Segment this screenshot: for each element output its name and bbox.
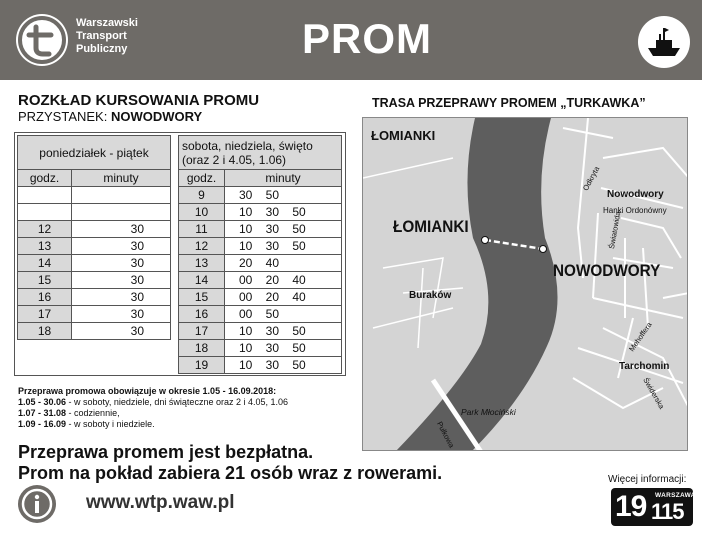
map-label-hanki: Hanki Ordonówny [603, 206, 667, 215]
weekend-minutes-cell [225, 238, 342, 255]
weekend-hour-cell: 17 [179, 323, 225, 340]
badge-115: 115 [651, 499, 684, 524]
weekend-timetable [178, 135, 342, 374]
validity-line-1-dates: 1.05 - 30.06 [18, 397, 67, 407]
weekend-minutes-cell [225, 340, 342, 357]
weekday-minutes-cell [72, 289, 171, 306]
website-link[interactable]: www.wtp.waw.pl [86, 492, 235, 513]
validity-line-3 [18, 419, 348, 430]
weekend-minutes-value: 10 30 50 [239, 341, 306, 355]
validity-note [18, 386, 348, 430]
weekend-row [179, 357, 342, 374]
weekday-row [18, 289, 171, 306]
weekday-minutes-cell [72, 323, 171, 340]
map-label-lomianki: ŁOMIANKI [393, 217, 469, 236]
weekend-hour-cell: 14 [179, 272, 225, 289]
weekday-hour-cell: 17 [18, 306, 72, 323]
weekend-hour-cell: 15 [179, 289, 225, 306]
weekday-row [18, 255, 171, 272]
validity-line-2 [18, 408, 348, 419]
weekday-minutes-value: 30 [130, 239, 144, 253]
weekday-minutes-cell [72, 187, 171, 204]
weekend-hour-cell: 13 [179, 255, 225, 272]
weekend-row [179, 187, 342, 204]
weekend-hour-cell: 9 [179, 187, 225, 204]
weekday-col-minutes: minuty [72, 170, 171, 187]
weekend-minutes-value: 20 40 [239, 256, 280, 270]
map-label-nowodwory: Nowodwory [607, 189, 664, 200]
weekday-row [18, 187, 171, 204]
weekday-minutes-cell [72, 272, 171, 289]
map-label-buraki: Buraków [409, 290, 452, 301]
warszawa-19115-badge[interactable] [611, 488, 696, 526]
route-end-point [540, 246, 547, 253]
map-label-swiderska: Świderska [641, 376, 667, 411]
free-note: Przeprawa promem jest bezpłatna. [18, 442, 314, 462]
weekend-minutes-value: 10 30 50 [239, 239, 306, 253]
weekend-row [179, 238, 342, 255]
weekday-minutes-value: 30 [130, 290, 144, 304]
weekend-minutes-cell [225, 357, 342, 374]
map-label-pulkowa: Pułkowa [435, 420, 457, 450]
validity-line-2-dates: 1.07 - 31.08 [18, 408, 67, 418]
weekday-minutes-cell [72, 238, 171, 255]
brand-line-1: Warszawski [76, 17, 138, 29]
weekday-row [18, 238, 171, 255]
weekend-minutes-value: 10 30 50 [239, 222, 306, 236]
weekday-minutes-cell [72, 204, 171, 221]
schedule-title: ROZKŁAD KURSOWANIA PROMU [18, 92, 260, 109]
page-title: PROM [302, 15, 432, 62]
weekday-timetable [17, 135, 171, 340]
wtp-logo-icon [16, 14, 68, 66]
weekday-hour-cell: 18 [18, 323, 72, 340]
weekend-header-line2: (oraz 2 i 4.05, 1.06) [182, 152, 287, 167]
weekday-col-hour: godz. [18, 170, 72, 187]
weekend-row [179, 289, 342, 306]
map-label-park: Park Młociński [461, 407, 516, 417]
weekend-col-hour: godz. [179, 170, 225, 187]
weekday-hour-cell [18, 187, 72, 204]
weekend-minutes-cell [225, 306, 342, 323]
weekend-minutes-cell [225, 221, 342, 238]
weekday-row [18, 204, 171, 221]
weekday-minutes-value: 30 [130, 222, 144, 236]
weekend-hour-cell: 10 [179, 204, 225, 221]
weekday-minutes-cell [72, 306, 171, 323]
validity-line-3-dates: 1.09 - 16.09 [18, 419, 67, 429]
weekday-hour-cell: 16 [18, 289, 72, 306]
weekend-hour-cell: 18 [179, 340, 225, 357]
badge-city: WARSZAWA [655, 492, 696, 499]
brand-line-3: Publiczny [76, 43, 128, 55]
weekend-hour-cell: 16 [179, 306, 225, 323]
weekend-col-minutes: minuty [225, 170, 342, 187]
weekday-hour-cell: 12 [18, 221, 72, 238]
weekend-minutes-cell [225, 187, 342, 204]
weekend-row [179, 340, 342, 357]
validity-main: Przeprawa promowa obowiązuje w okresie 1.05 - 16.09.2018: [18, 386, 277, 396]
weekday-hour-cell [18, 204, 72, 221]
weekday-minutes-cell [72, 221, 171, 238]
route-map [362, 117, 688, 451]
map-label-mehoffera: Mehoffera [627, 320, 654, 354]
weekend-minutes-value: 00 50 [239, 307, 280, 321]
ferry-icon [638, 16, 690, 68]
capacity-note: Prom na pokład zabiera 21 osób wraz z rowerami. [18, 463, 443, 483]
weekend-minutes-cell [225, 289, 342, 306]
weekday-hour-cell: 15 [18, 272, 72, 289]
brand-line-2: Transport [76, 30, 127, 42]
weekend-row [179, 204, 342, 221]
weekend-minutes-cell [225, 323, 342, 340]
weekend-hour-cell: 11 [179, 221, 225, 238]
weekend-header-line1: sobota, niedziela, święto [182, 138, 313, 153]
weekday-minutes-value: 30 [130, 273, 144, 287]
weekend-row [179, 306, 342, 323]
info-icon [18, 485, 56, 523]
weekend-minutes-cell [225, 204, 342, 221]
stop-name: NOWODWORY [110, 109, 203, 124]
map-title: TRASA PRZEPRAWY PROMEM „TURKAWKA” [372, 96, 646, 110]
weekday-hour-cell: 13 [18, 238, 72, 255]
weekend-row [179, 255, 342, 272]
weekday-row [18, 272, 171, 289]
weekday-header: poniedziałek - piątek [18, 136, 171, 170]
weekend-minutes-value: 10 30 50 [239, 324, 306, 338]
validity-line-1-text: - w soboty, niedziele, dni świąteczne oraz 2 i 4.05, 1.06 [66, 397, 289, 407]
map-label-swiatowida: Światowida [607, 210, 623, 250]
route-start-point [482, 237, 489, 244]
weekend-header [179, 136, 342, 170]
weekday-minutes-value: 30 [130, 256, 144, 270]
map-label-lomianki-top: ŁOMIANKI [371, 128, 436, 143]
map-graphic [363, 118, 688, 451]
stop-label: PRZYSTANEK: [18, 109, 108, 124]
weekday-row [18, 306, 171, 323]
map-label-tarchomin: Tarchomin [619, 361, 670, 372]
badge-19: 19 [615, 490, 647, 523]
weekday-hour-cell: 14 [18, 255, 72, 272]
weekday-minutes-value: 30 [130, 307, 144, 321]
weekend-minutes-value: 10 30 50 [239, 205, 306, 219]
weekday-minutes-value: 30 [130, 324, 144, 338]
weekend-minutes-value: 00 20 40 [239, 290, 306, 304]
weekend-row [179, 221, 342, 238]
weekend-minutes-value: 30 50 [239, 188, 280, 202]
validity-line-2-text: - codziennie, [66, 408, 120, 418]
validity-line-1 [18, 397, 348, 408]
map-label-odkryta: Odkryta [581, 164, 602, 193]
map-label-nowodwory-big: NOWODWORY [553, 261, 661, 280]
weekend-hour-cell: 19 [179, 357, 225, 374]
validity-line-3-text: - w soboty i niedziele. [66, 419, 155, 429]
weekend-row [179, 323, 342, 340]
weekend-minutes-cell [225, 272, 342, 289]
weekday-row [18, 221, 171, 238]
weekday-row [18, 323, 171, 340]
more-info-label: Więcej informacji: [608, 474, 687, 485]
stop-line [18, 109, 202, 124]
weekend-hour-cell: 12 [179, 238, 225, 255]
weekend-minutes-value: 10 30 50 [239, 358, 306, 372]
brand-name [76, 17, 138, 56]
header-bar [0, 0, 702, 80]
weekday-minutes-cell [72, 255, 171, 272]
weekend-minutes-value: 00 20 40 [239, 273, 306, 287]
weekend-row [179, 272, 342, 289]
weekend-minutes-cell [225, 255, 342, 272]
